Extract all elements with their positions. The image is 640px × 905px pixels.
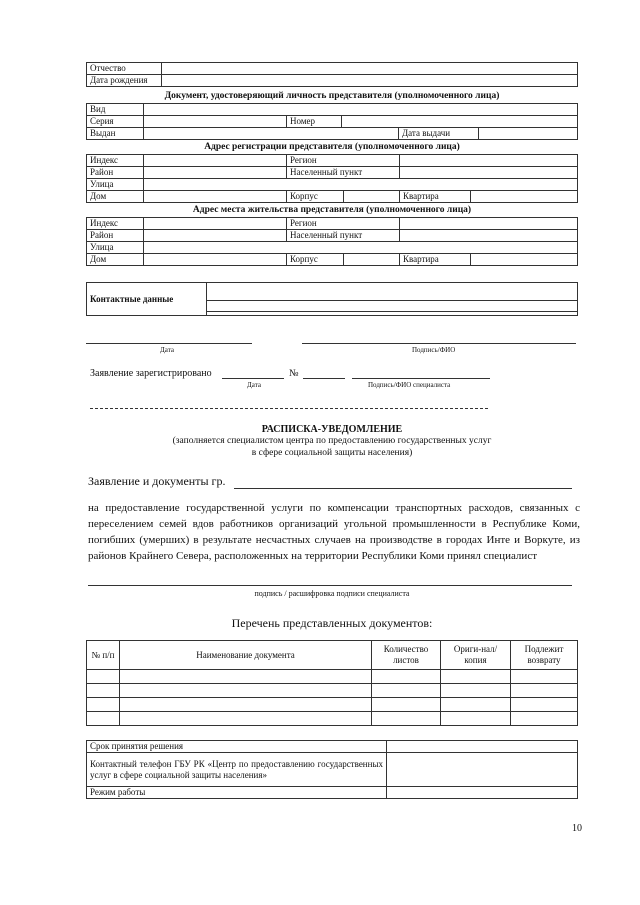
doc-issue-date-field[interactable] (479, 128, 578, 140)
specialist-caption: Подпись/ФИО специалиста (368, 381, 451, 389)
reg-address-table (86, 154, 578, 203)
live-district-label: Район (87, 230, 144, 242)
col-name-header: Наименование документа (120, 641, 372, 670)
live-region-field[interactable] (400, 218, 578, 230)
registered-date-caption: Дата (247, 381, 261, 389)
bottom-info-table (86, 740, 578, 799)
specialist-sign-line[interactable] (88, 585, 572, 586)
phone-field[interactable] (387, 753, 578, 787)
birth-date-label: Дата рождения (87, 75, 162, 87)
live-address-table (86, 217, 578, 266)
doc-series-label: Серия (87, 116, 144, 128)
date-caption: Дата (160, 346, 174, 354)
receipt-subtitle-1: (заполняется специалистом центра по предоставлению государственных услуг (172, 436, 492, 446)
table-row (87, 684, 578, 698)
doc-issued-field[interactable] (144, 128, 399, 140)
patronymic-field[interactable] (162, 63, 578, 75)
registered-number-sign: № (289, 368, 299, 379)
signature-caption: Подпись/ФИО (412, 346, 456, 354)
reg-region-label: Регион (287, 155, 400, 167)
page-number: 10 (572, 823, 582, 834)
live-locality-label: Населенный пункт (287, 230, 400, 242)
table-row (87, 670, 578, 684)
reg-building-label: Корпус (287, 191, 344, 203)
table-row (87, 698, 578, 712)
live-house-field[interactable] (144, 254, 287, 266)
personal-info-table (86, 62, 578, 87)
doc-kind-label: Вид (87, 104, 144, 116)
col-qty-header: Количество листов (372, 641, 441, 670)
doc-kind-field[interactable] (144, 104, 578, 116)
live-apartment-label: Квартира (400, 254, 471, 266)
live-index-label: Индекс (87, 218, 144, 230)
live-district-field[interactable] (144, 230, 287, 242)
contacts-field[interactable] (207, 283, 578, 316)
reg-index-label: Индекс (87, 155, 144, 167)
reg-building-field[interactable] (344, 191, 400, 203)
id-doc-table (86, 103, 578, 140)
doc-number-field[interactable] (342, 116, 578, 128)
live-building-field[interactable] (344, 254, 400, 266)
live-street-field[interactable] (144, 242, 578, 254)
live-locality-field[interactable] (400, 230, 578, 242)
doc-number-label: Номер (287, 116, 342, 128)
live-address-header: Адрес места жительства представителя (уполномоченного лица) (192, 205, 472, 215)
registered-date-line[interactable] (222, 378, 284, 379)
doc-issue-date-label: Дата выдачи (399, 128, 479, 140)
table-row (87, 712, 578, 726)
reg-apartment-label: Квартира (400, 191, 471, 203)
receipt-title: РАСПИСКА-УВЕДОМЛЕНИЕ (261, 424, 403, 435)
date-line[interactable] (86, 343, 252, 344)
reg-district-label: Район (87, 167, 144, 179)
reg-region-field[interactable] (400, 155, 578, 167)
hours-label: Режим работы (87, 787, 387, 799)
reg-locality-field[interactable] (400, 167, 578, 179)
col-num-header: № п/п (87, 641, 120, 670)
live-index-field[interactable] (144, 218, 287, 230)
reg-locality-label: Населенный пункт (287, 167, 400, 179)
col-orig-header: Ориги-нал/копия (441, 641, 511, 670)
reg-apartment-field[interactable] (471, 191, 578, 203)
citizen-name-line[interactable] (234, 488, 572, 489)
decision-term-label: Срок принятия решения (87, 741, 387, 753)
live-apartment-field[interactable] (471, 254, 578, 266)
cut-line (90, 408, 488, 409)
reg-street-label: Улица (87, 179, 144, 191)
phone-label: Контактный телефон ГБУ РК «Центр по предоставлению государственных услуг в сфере социальной защиты населения» (87, 753, 387, 787)
birth-date-field[interactable] (162, 75, 578, 87)
live-street-label: Улица (87, 242, 144, 254)
live-house-label: Дом (87, 254, 144, 266)
contacts-table (86, 282, 578, 316)
doc-list-table (86, 640, 578, 726)
signature-line[interactable] (302, 343, 576, 344)
doc-list-title: Перечень представленных документов: (231, 616, 433, 630)
reg-house-label: Дом (87, 191, 144, 203)
specialist-sign-caption: подпись / расшифровка подписи специалиста (254, 589, 410, 598)
live-building-label: Корпус (287, 254, 344, 266)
doc-issued-label: Выдан (87, 128, 144, 140)
contacts-label: Контактные данные (87, 283, 207, 316)
patronymic-label: Отчество (87, 63, 162, 75)
reg-district-field[interactable] (144, 167, 287, 179)
hours-field[interactable] (387, 787, 578, 799)
reg-address-header: Адрес регистрации представителя (уполномоченного лица) (204, 142, 460, 152)
live-region-label: Регион (287, 218, 400, 230)
specialist-signature-line[interactable] (352, 378, 490, 379)
application-from-label: Заявление и документы гр. (88, 474, 226, 488)
col-return-header: Подлежит возврату (511, 641, 578, 670)
reg-house-field[interactable] (144, 191, 287, 203)
reg-street-field[interactable] (144, 179, 578, 191)
id-doc-header: Документ, удостоверяющий личность представителя (уполномоченного лица) (164, 91, 500, 101)
doc-series-field[interactable] (144, 116, 287, 128)
registered-text: Заявление зарегистрировано (90, 368, 212, 379)
decision-term-field[interactable] (387, 741, 578, 753)
receipt-subtitle-2: в сфере социальной защиты населения) (251, 448, 413, 458)
receipt-body: на предоставление государственной услуги по компенсации транспортных расходов, связанных с переселением семей вдов работников организаций угольной промышленности в Республике Коми, погибших (умерших) в результате несчастных случаев на производстве в городах Инте и Воркуте, из районов Крайнего Севера, расположенных на территории Республики Коми принял специалист (88, 502, 580, 562)
reg-index-field[interactable] (144, 155, 287, 167)
registered-number-line[interactable] (303, 378, 345, 379)
